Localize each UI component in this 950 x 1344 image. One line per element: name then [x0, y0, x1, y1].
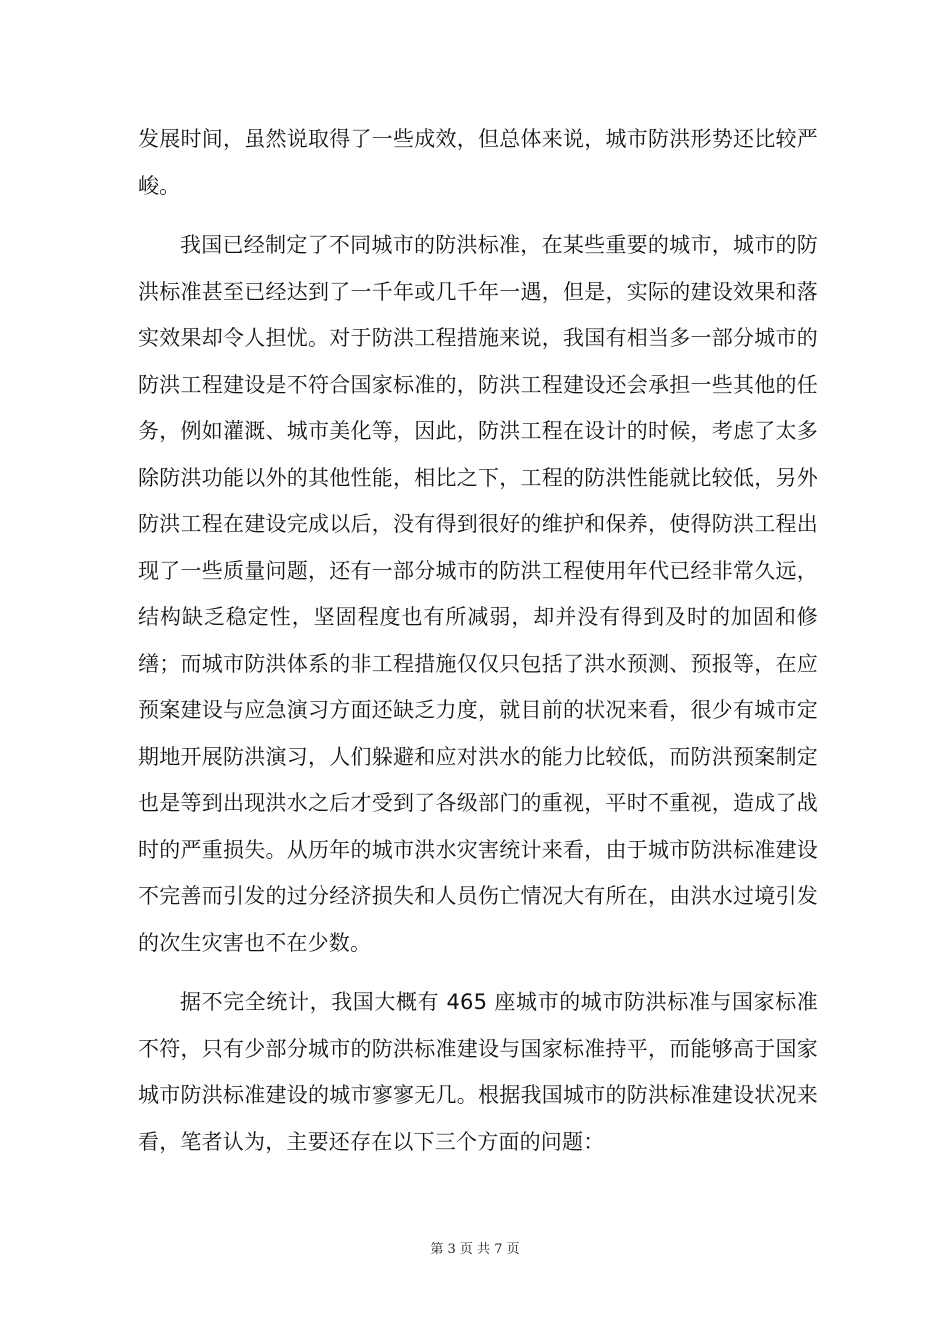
document-body — [138, 116, 818, 1178]
page-footer: 第 3 页 共 7 页 — [430, 1242, 520, 1257]
paragraph-flood-standards: 我国已经制定了不同城市的防洪标准，在某些重要的城市，城市的防洪标准甚至已经达到了一千年或几千年一遇，但是，实际的建设效果和落实效果却令人担忧。对于防洪工程措施来说，我国有相当多一部分城市的防洪工程建设是不符合国家标准的，防洪工程建设还会承担一些其他的任务，例如灌溉、城市美化等，因此，防洪工程在设计的时候，考虑了太多除防洪功能以外的其他性能，相比之下，工程的防洪性能就比较低，另外防洪工程在建设完成以后，没有得到很好的维护和保养，使得防洪工程出现了一些质量问题，还有一部分城市的防洪工程使用年代已经非常久远，结构缺乏稳定性，坚固程度也有所减弱，却并没有得到及时的加固和修缮；而城市防洪体系的非工程措施仅仅只包括了洪水预测、预报等，在应预案建设与应急演习方面还缺乏力度，就目前的状况来看，很少有城市定期地开展防洪演习，人们躲避和应对洪水的能力比较低，而防洪预案制定也是等到出现洪水之后才受到了各级部门的重视，平时不重视，造成了战时的严重损失。从历年的城市洪水灾害统计来看，由于城市防洪标准建设不完善而引发的过分经济损失和人员伤亡情况大有所在，由洪水过境引发的次生灾害也不在少数。 — [138, 233, 818, 955]
paragraph-continuation: 发展时间，虽然说取得了一些成效，但总体来说，城市防洪形势还比较严峻。 — [138, 127, 818, 198]
paragraph-statistics: 据不完全统计，我国大概有 465 座城市的城市防洪标准与国家标准不符，只有少部分城市的防洪标准建设与国家标准持平，而能够高于国家城市防洪标准建设的城市寥寥无几。根据我国城市的防洪标准建设状况来看，笔者认为，主要还存在以下三个方面的问题： — [138, 990, 818, 1154]
